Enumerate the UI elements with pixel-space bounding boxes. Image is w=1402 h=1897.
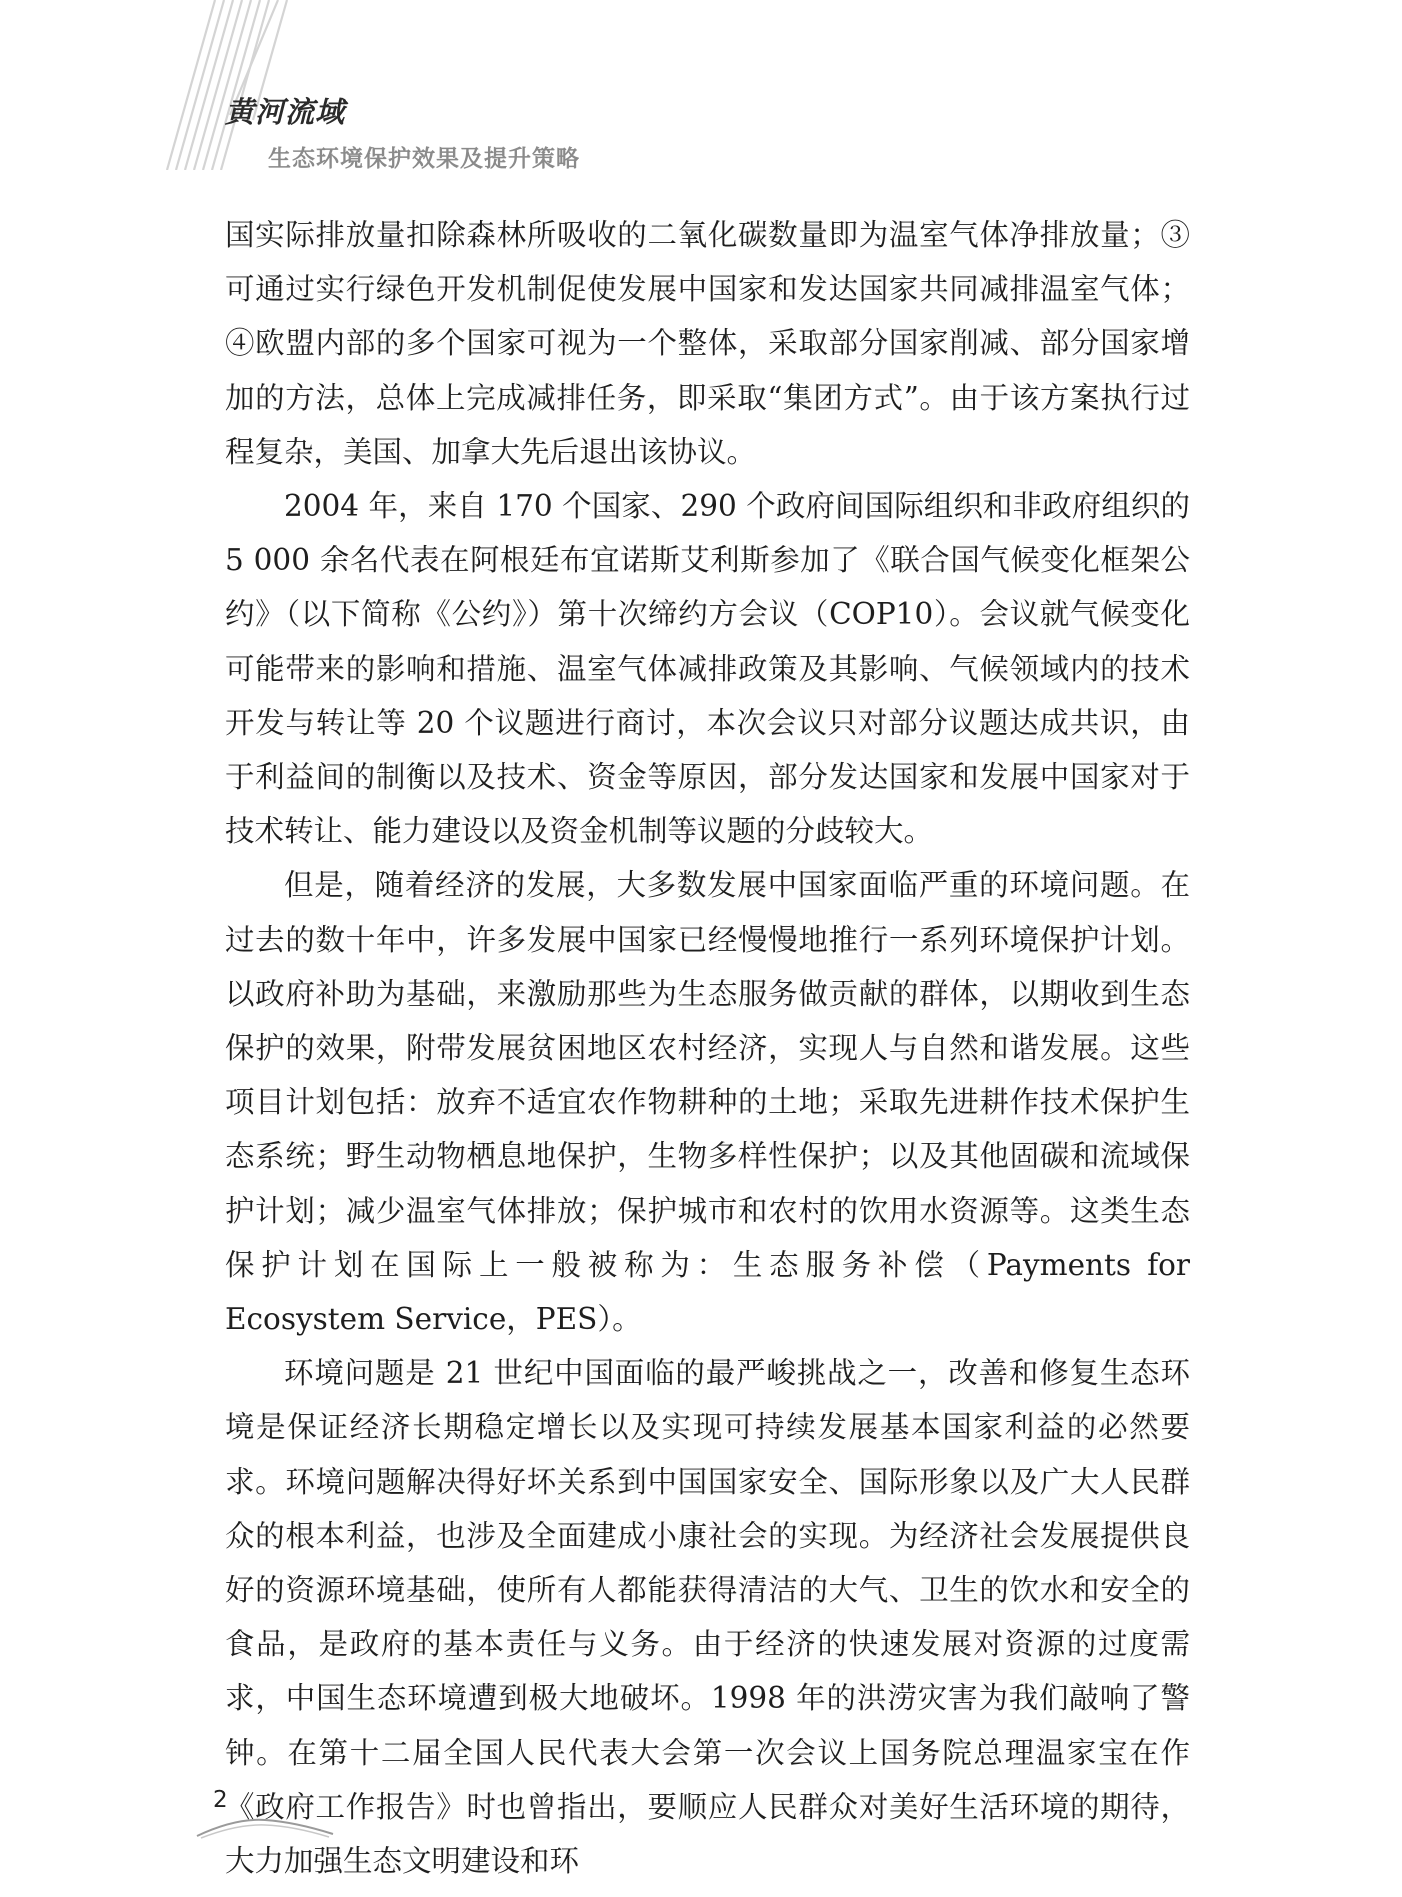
paragraph: 环境问题是 21 世纪中国面临的最严峻挑战之一，改善和修复生态环境是保证经济长期稳定增长以及实现可持续发展基本国家利益的必然要求。环境问题解决得好坏关系到中国国家安全、国际形象以及广大人民群众的根本利益，也涉及全面建成小康社会的实现。为经济社会发展提供良好的资源环境基础，使所有人都能获得清洁的大气、卫生的饮水和安全的食品，是政府的基本责任与义务。由于经济的快速发展对资源的过度需求，中国生态环境遭到极大地破坏。1998 年的洪涝灾害为我们敲响了警钟。在第十二届全国人民代表大会第一次会议上国务院总理温家宝在作《政府工作报告》时也曾指出，要顺应人民群众对美好生活环境的期待，大力加强生态文明建设和环: [225, 1356, 1190, 1879]
paragraph-continued: 国实际排放量扣除森林所吸收的二氧化碳数量即为温室气体净排放量；③可通过实行绿色开发机制促使发展中国家和发达国家共同减排温室气体；④欧盟内部的多个国家可视为一个整体，采取部分国家削减、部分国家增加的方法，总体上完成减排任务，即采取“集团方式”。由于该方案执行过程复杂，美国、加拿大先后退出该协议。: [225, 218, 1190, 469]
header-stripes-decoration: [0, 0, 300, 170]
running-header-title: 黄河流域: [225, 95, 346, 129]
body-text: [225, 208, 1190, 1888]
running-header-subtitle: 生态环境保护效果及提升策略: [268, 146, 580, 172]
footer-arc-decoration: [195, 1810, 335, 1840]
paragraph: 但是，随着经济的发展，大多数发展中国家面临严重的环境问题。在过去的数十年中，许多发展中国家已经慢慢地推行一系列环境保护计划。以政府补助为基础，来激励那些为生态服务做贡献的群体，以期收到生态保护的效果，附带发展贫困地区农村经济，实现人与自然和谐发展。这些项目计划包括：放弃不适宜农作物耕种的土地；采取先进耕作技术保护生态系统；野生动物栖息地保护，生物多样性保护；以及其他固碳和流域保护计划；减少温室气体排放；保护城市和农村的饮用水资源等。这类生态保护计划在国际上一般被称为：生态服务补偿（Payments for Ecosystem Service，PES）。: [225, 868, 1190, 1337]
page-number: 2: [213, 1787, 228, 1813]
paragraph: 2004 年，来自 170 个国家、290 个政府间国际组织和非政府组织的 5 000 余名代表在阿根廷布宜诺斯艾利斯参加了《联合国气候变化框架公约》（以下简称《公约》）第十次缔约方会议（COP10）。会议就气候变化可能带来的影响和措施、温室气体减排政策及其影响、气候领域内的技术开发与转让等 20 个议题进行商讨，本次会议只对部分议题达成共识，由于利益间的制衡以及技术、资金等原因，部分发达国家和发展中国家对于技术转让、能力建设以及资金机制等议题的分歧较大。: [225, 489, 1190, 849]
